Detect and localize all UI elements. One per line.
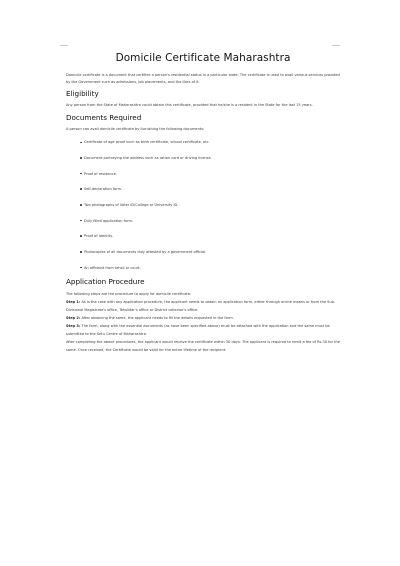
procedure-step-3: [66, 322, 340, 338]
document-page: [66, 52, 340, 354]
list-item: Document portraying the address such as ration card or driving license.: [80, 155, 340, 161]
list-item: Proof of residence.: [80, 171, 340, 177]
intro-paragraph: Domicile certificate is a document that certifies a person's residential status in a particular state. The certificate is used to avail various services provided by the Government such as admissions, job placements, and the likes of it.: [66, 73, 340, 84]
list-item: Duly filled application form.: [80, 218, 340, 224]
step-text: After obtaining the same, the applicant needs to fill the details requested in the form.: [81, 315, 234, 320]
documents-intro: A person can avail domicile certificate by furnishing the following documents:: [66, 126, 205, 131]
step-text: As is the case with any application procedure, the applicant needs to obtain an application form, either through online means or from the Sub-Divisional Magistrate's office, Tehsildar's office or District collector's office.: [66, 299, 336, 312]
documents-list: [66, 139, 340, 270]
step-text: The form, along with the essential documents (as have been specified above) must be attached with the application and the same must be submitted to the Setu Centre of Maharashtra.: [66, 323, 330, 336]
procedure-heading: Application Procedure: [66, 276, 145, 286]
eligibility-text: Any person from the State of Maharashtra could obtain this certificate, provided that he/she is a resident in the State for the last 15 years.: [66, 103, 313, 108]
list-item: Photocopies of all documents duly attested by a government official.: [80, 249, 340, 255]
step-label: Step 1:: [66, 299, 81, 304]
crop-mark-left: [60, 45, 68, 46]
list-item: Two photographs of Voter ID/College or University ID.: [80, 202, 340, 208]
step-label: Step 2:: [66, 315, 81, 320]
documents-heading: Documents Required: [66, 112, 142, 122]
list-item: Proof of identity.: [80, 233, 340, 239]
eligibility-heading: Eligibility: [66, 89, 99, 99]
list-item: Self-declaration form.: [80, 186, 340, 192]
list-item: Certificate of age proof such as birth certificate, school certificate, etc.: [80, 139, 340, 145]
procedure-intro: The following steps are the procedure to apply for domicile certificate:: [66, 291, 192, 296]
document-title: Domicile Certificate Maharashtra: [115, 52, 291, 64]
procedure-step-2: [66, 314, 340, 322]
list-item: An affidavit from tehsil or court.: [80, 265, 340, 271]
step-label: Step 3:: [66, 323, 81, 328]
procedure-step-1: [66, 298, 340, 314]
procedure-closing: After completing the above procedures, the applicant would receive the certificate within 30 days. The applicant is required to remit a fee of Rs.30 for the same. Once received, the Certificate would be valid for the entire lifetime of the recipient.: [66, 339, 340, 352]
crop-mark-right: [332, 45, 340, 46]
